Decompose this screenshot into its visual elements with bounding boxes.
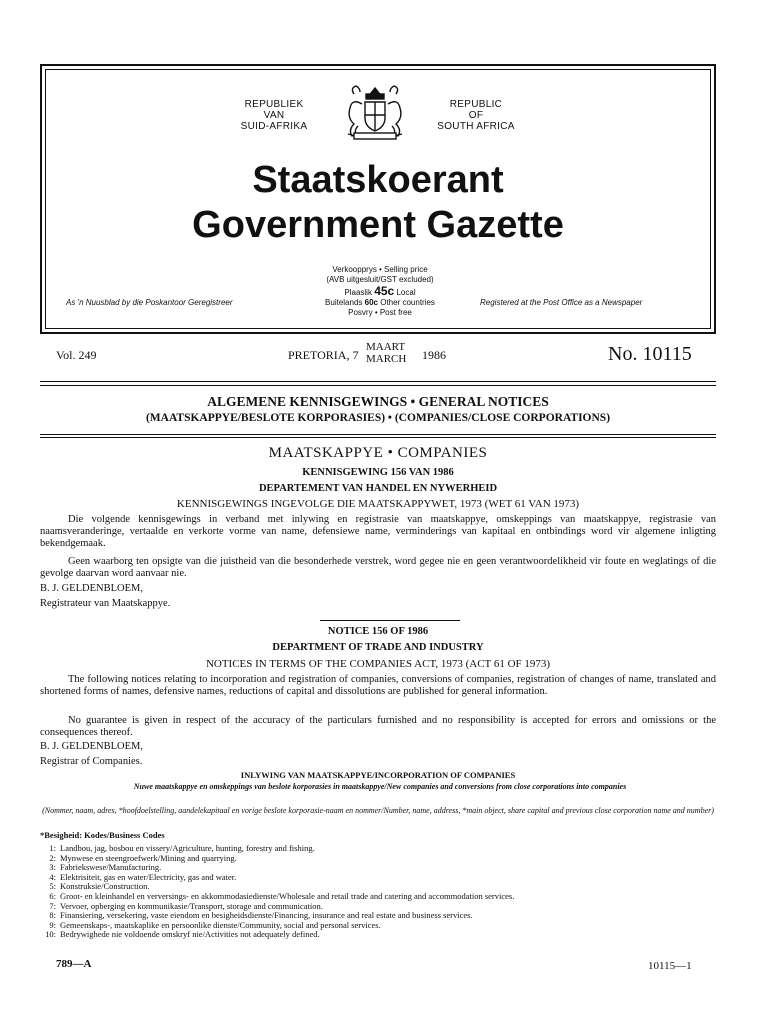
list-item: 9: Gemeenskaps-, maatskaplike en persoonlike dienste/Community, social and personal services. [49,919,381,930]
registered-afrikaans: As 'n Nuusblad by die Poskantoor Geregistreer [66,298,233,307]
gazette-number: No. 10115 [608,343,692,365]
masthead-box [40,64,716,334]
notice-af-number: KENNISGEWING 156 VAN 1986 [302,467,454,478]
companies-heading: MAATSKAPPYE • COMPANIES [268,445,488,461]
title-government-gazette: Government Gazette [192,204,564,246]
volume-number: Vol. 249 [56,348,97,362]
list-item: 3: Fabriekswese/Manufacturing. [49,862,162,873]
notice-en-signatory: B. J. GELDENBLOEM, [40,741,143,752]
notice-en-paragraph-2: No guarantee is given in respect of the accuracy of the particulars furnished and no responsibility is accepted for errors and omissions or the consequences thereof. [40,715,716,738]
list-item: 2: Mynwese en steengroefwerk/Mining and quarrying. [49,852,237,863]
list-item: 8: Finansiering, versekering, vaste eiendom en besigheidsdienste/Financing, insurance and real estate and business services. [49,910,473,921]
top-rule-thin [40,385,716,386]
notice-af-paragraph-1: Die volgende kennisgewings in verband met inlywing en registrasie van maatskappye, omskeppings van maatskappye, registrasie van naamsveranderinge, vertaalde en verkorte vorme van name, defensiewe name, verminderings van kapitaal en ontbindings word vir algemene inligting bekendgemaak. [40,514,716,549]
selling-price-block: Verkoopprys • Selling price (AVB uitgesluit/GST excluded) Plaaslik 45c Local Buitelands 60c Other countries Posvry • Post free [270,265,490,318]
title-staatskoerant: Staatskoerant [252,159,504,201]
business-codes-list [40,844,700,940]
notice-divider [320,620,460,621]
section-subheading: (MAATSKAPPYE/BESLOTE KORPORASIES) • (COMPANIES/CLOSE CORPORATIONS) [145,412,611,424]
notice-en-paragraph-1: The following notices relating to incorporation and registration of companies, conversions of companies, registration of changes of name, translated and shortened forms of names, defensive names, reductions of capital and dissolutions are published for general information. [40,674,716,697]
notice-en-act: NOTICES IN TERMS OF THE COMPANIES ACT, 1973 (ACT 61 OF 1973) [205,658,551,670]
list-item: 7: Vervoer, opberging en kommunikasie/Transport, storage and communication. [49,900,323,911]
incorporation-subheading: Nuwe maatskappye en omskeppings van beslote korporasies in maatskappye/New companies and conversions from close corporations into companies [133,782,627,791]
footer-right: 10115—1 [648,960,692,972]
footer-left: 789—A [56,958,92,970]
local-price: 45c [374,284,395,298]
list-item: 5: Konstruksie/Construction. [49,881,150,892]
other-price-line: Buitelands 60c Other countries [325,298,435,307]
notice-af-paragraph-2: Geen waarborg ten opsigte van die juistheid van die besonderhede verstrek, word gegee nie en geen verantwoordelikheid vir foute en weglatings of die gevolge daarvan word aanvaar nie. [40,556,716,579]
section-rule-2 [40,437,716,438]
list-item: 10: Bedrywighede nie voldoende omskryf nie/Activities not adequately defined. [45,929,320,940]
other-price: 60c [364,298,378,307]
republiek-van-suid-afrika: REPUBLIEK VAN SUID-AFRIKA [240,99,308,132]
list-item: 6: Groot- en kleinhandel en verversings- en akkommodasiedienste/Wholesale and retail trade and catering and accommodation services. [49,890,515,901]
notice-en-role: Registrar of Companies. [40,756,143,767]
notice-en-number: NOTICE 156 OF 1986 [327,626,429,637]
list-item: 4: Elektrisiteit, gas en water/Electricity, gas and water. [49,871,237,882]
notice-en-department: DEPARTMENT OF TRADE AND INDUSTRY [272,642,484,653]
notice-af-role: Registrateur van Maatskappye. [40,598,171,609]
list-item: 1: Landbou, jag, bosbou en vissery/Agriculture, hunting, forestry and fishing. [49,843,315,853]
local-price-line: Plaaslik 45c Local [344,284,416,298]
coat-of-arms-icon [332,84,418,142]
republic-of-south-africa: REPUBLIC OF SOUTH AFRICA [437,99,515,132]
registered-english: Registered at the Post Office as a Newspaper [480,298,643,307]
business-codes-title: *Besigheid: Kodes/Business Codes [40,830,165,840]
notice-af-department: DEPARTEMENT VAN HANDEL EN NYWERHEID [258,483,498,494]
incorporation-legend: (Nommer, naam, adres, *hoofdoelstelling, aandelekapitaal en vorige beslote korporasie-naam en nommer/Number, name, address, *main object, share capital and previous close corporation name and number) [42,806,714,815]
incorporation-heading: INLYWING VAN MAATSKAPPYE/INCORPORATION OF COMPANIES [240,770,516,780]
top-rule [40,381,716,382]
section-rule [40,434,716,435]
section-heading: ALGEMENE KENNISGEWINGS • GENERAL NOTICES [207,394,549,409]
notice-af-act: KENNISGEWINGS INGEVOLGE DIE MAATSKAPPYWET, 1973 (WET 61 VAN 1973) [176,498,580,510]
notice-af-signatory: B. J. GELDENBLOEM, [40,583,143,594]
